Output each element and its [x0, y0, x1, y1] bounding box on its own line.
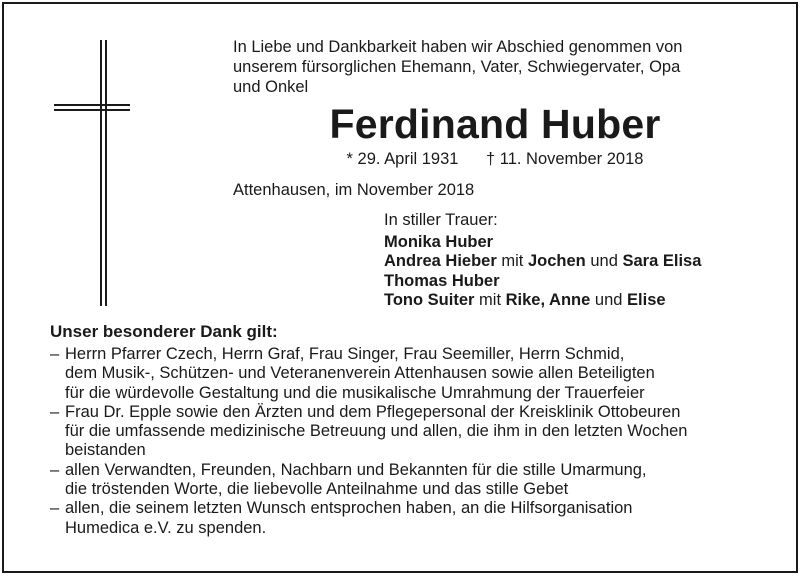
thanks-item [50, 403, 750, 461]
mourning-heading: In stiller Trauer: [384, 211, 498, 229]
mourner-name: Andrea Hieber [384, 252, 497, 271]
thanks-list [50, 345, 750, 538]
connector-text: mit [479, 290, 502, 309]
death-date: † 11. November 2018 [485, 150, 644, 168]
mourner-line [384, 252, 701, 271]
thanks-line: allen, die seinem letzten Wunsch entsprochen haben, an die Hilfsorganisation [65, 499, 633, 518]
dash-bullet: – [50, 402, 60, 421]
thanks-item [50, 345, 750, 403]
mourner-name: Rike, Anne [505, 290, 591, 309]
intro-text [233, 37, 757, 97]
obituary-notice [2, 2, 798, 573]
mourner-line [384, 291, 701, 310]
deceased-name: Ferdinand Huber [329, 101, 661, 147]
life-dates [233, 149, 757, 169]
thanks-line: die tröstenden Worte, die liebevolle Anteilnahme und das stille Gebet [65, 480, 569, 499]
mourner-line [384, 233, 701, 252]
thanks-line: dem Musik-, Schützen- und Veteranenverein Attenhausen sowie allen Beteiligten [65, 364, 655, 383]
thanks-line: für die würdevolle Gestaltung und die musikalische Umrahmung der Trauerfeier [65, 383, 645, 402]
mourner-name: Elise [627, 290, 666, 309]
dash-bullet: – [50, 345, 60, 363]
intro-line: In Liebe und Dankbarkeit haben wir Abschied genommen von [233, 38, 683, 56]
mourners-list [384, 233, 701, 310]
intro-line: und Onkel [233, 78, 309, 96]
thanks-title: Unser besonderer Dank gilt: [50, 322, 278, 341]
cross-vertical-bar [105, 40, 107, 306]
place-date: Attenhausen, im November 2018 [233, 181, 475, 199]
mourner-name: Sara Elisa [622, 252, 702, 271]
thanks-line: Humedica e.V. zu spenden. [65, 518, 267, 537]
thanks-line: für die umfassende medizinische Betreuung und allen, die ihm in den letzten Wochen [65, 422, 688, 441]
cross-vertical-bar [100, 40, 102, 306]
cross-horizontal-bar [54, 109, 130, 111]
mourner-name: Monika Huber [384, 233, 494, 251]
connector-text: und [590, 252, 618, 271]
birth-date: * 29. April 1931 [346, 150, 459, 168]
thanks-line: Herrn Pfarrer Czech, Herrn Graf, Frau Singer, Frau Seemiller, Herrn Schmid, [65, 345, 625, 363]
mourner-line [384, 272, 701, 291]
mourner-name: Tono Suiter [384, 290, 475, 309]
thanks-line: beistanden [65, 441, 146, 460]
dash-bullet: – [50, 499, 60, 518]
mourner-name: Jochen [527, 252, 586, 271]
thanks-item [50, 499, 750, 538]
thanks-line: allen Verwandten, Freunden, Nachbarn und Bekannten für die stille Umarmung, [65, 460, 647, 479]
cross-icon [54, 40, 130, 306]
cross-horizontal-bar [54, 104, 130, 106]
connector-text: mit [501, 252, 524, 271]
intro-line: unserem fürsorglichen Ehemann, Vater, Schwiegervater, Opa [233, 58, 681, 76]
connector-text: und [594, 290, 623, 309]
mourner-name: Thomas Huber [384, 271, 500, 290]
thanks-line: Frau Dr. Epple sowie den Ärzten und dem Pflegepersonal der Kreisklinik Ottobeuren [65, 402, 681, 421]
thanks-item [50, 461, 750, 500]
dash-bullet: – [50, 460, 60, 479]
